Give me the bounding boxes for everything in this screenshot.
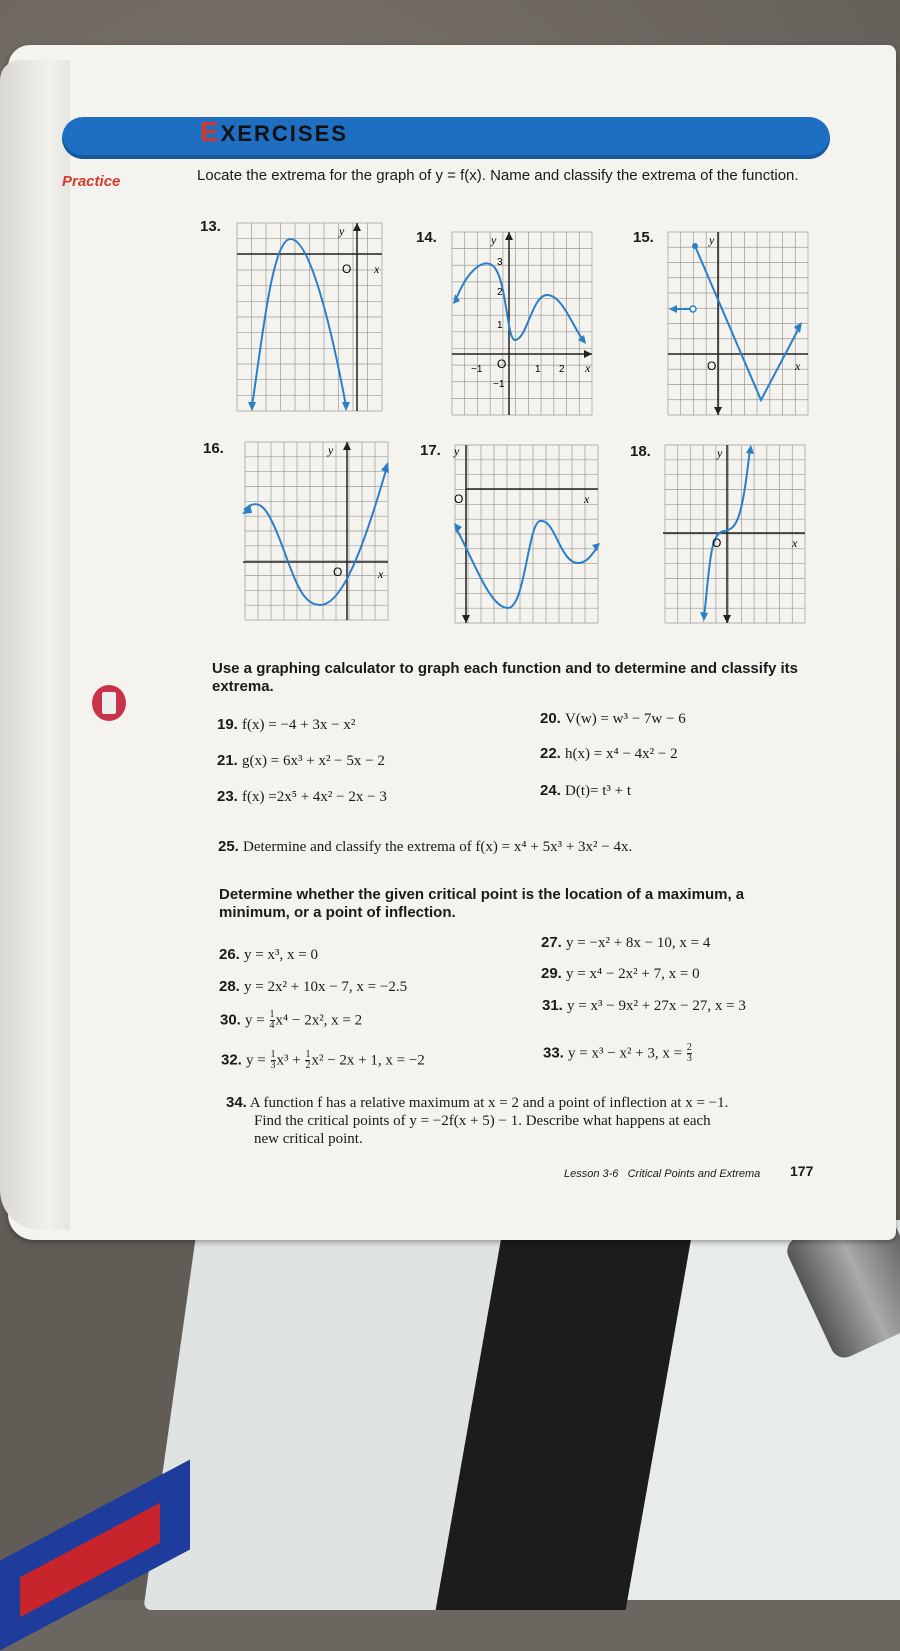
- problem-number: 15.: [633, 229, 654, 246]
- exercises-banner: [62, 117, 830, 159]
- lesson-number: Lesson 3-6: [564, 1168, 619, 1180]
- equation-part: y =: [245, 1012, 269, 1029]
- problem-number: 25.: [218, 838, 239, 855]
- problem-text: f(x) = −4 + 3x − x²: [242, 717, 356, 733]
- problem-26: [219, 946, 318, 964]
- problem-19: [217, 716, 355, 734]
- equation-part: y = x³ − x² + 3, x =: [568, 1045, 686, 1062]
- x-axis-label: x: [374, 262, 380, 276]
- page-edge: [0, 60, 70, 1230]
- problem-25: [218, 838, 818, 856]
- page-number: 177: [790, 1163, 814, 1179]
- origin-label: O: [454, 492, 464, 506]
- problem-number: 24.: [540, 782, 561, 799]
- problem-number: 30.: [220, 1011, 241, 1029]
- x-axis-label: x: [585, 361, 591, 375]
- fraction: [271, 1050, 276, 1071]
- numerator: 1: [270, 1049, 276, 1060]
- problem-28: [219, 978, 407, 996]
- tick-label: 1: [497, 320, 503, 331]
- problem-text: D(t)= t³ + t: [565, 783, 632, 799]
- textbook-page: [8, 45, 896, 1240]
- denominator: 4: [269, 1020, 275, 1031]
- problem-number: 13.: [200, 218, 221, 235]
- x-axis-label: x: [795, 359, 801, 373]
- y-axis-label: y: [717, 446, 723, 460]
- problem-number: 33.: [543, 1044, 564, 1062]
- problem-21: [217, 752, 385, 770]
- problem-27: [541, 934, 710, 952]
- banner-title: [200, 116, 348, 148]
- calculator-instructions: Use a graphing calculator to graph each function and to determine and classify its extrema.: [212, 660, 798, 695]
- denominator: 3: [686, 1053, 692, 1064]
- problem-text: f(x) =2x⁵ + 4x² − 2x − 3: [242, 789, 387, 805]
- graph-18: [660, 443, 810, 628]
- problem-text: Determine and classify the extrema of f(x) = x⁴ + 5x³ + 3x² − 4x.: [243, 839, 633, 855]
- graph-17: [450, 443, 602, 628]
- tick-label: −1: [471, 364, 483, 375]
- graph-instructions: Locate the extrema for the graph of y = f(x). Name and classify the extrema of the function.: [197, 167, 799, 184]
- x-axis-label: x: [378, 567, 384, 581]
- x-axis-label: x: [792, 536, 798, 550]
- tick-label: 2: [559, 364, 565, 375]
- numerator: 1: [269, 1009, 275, 1020]
- problem-23: [217, 788, 387, 806]
- problem-number: 18.: [630, 443, 651, 460]
- tick-label: 2: [497, 287, 503, 298]
- origin-label: O: [333, 565, 343, 579]
- problem-text: y = 2x² + 10x − 7, x = −2.5: [244, 979, 408, 995]
- problem-number: 22.: [540, 745, 561, 762]
- graph-13: [232, 221, 390, 416]
- problem-30: [220, 1010, 362, 1031]
- origin-label: O: [707, 359, 717, 373]
- problem-text: h(x) = x⁴ − 4x² − 2: [565, 746, 678, 762]
- problem-number: 19.: [217, 716, 238, 733]
- problem-number: 16.: [203, 440, 224, 457]
- problem-number: 20.: [540, 710, 561, 727]
- y-axis-label: y: [454, 444, 460, 458]
- problem-number: 23.: [217, 788, 238, 805]
- numerator: 2: [686, 1042, 692, 1053]
- equation-part: x³ +: [276, 1052, 305, 1069]
- problem-text: A function f has a relative maximum at x = 2 and a point of inflection at x = −1.: [249, 1095, 729, 1111]
- problem-20: [540, 710, 686, 728]
- problem-text: y = x³, x = 0: [244, 947, 318, 963]
- problem-text: y = −x² + 8x − 10, x = 4: [566, 935, 711, 951]
- origin-label: O: [712, 536, 722, 550]
- y-axis-label: y: [328, 443, 334, 457]
- problem-number: 14.: [416, 229, 437, 246]
- page-footer: [564, 1168, 760, 1180]
- y-axis-label: y: [709, 233, 715, 247]
- problem-24: [540, 782, 631, 800]
- problem-text: y = x³ − 9x² + 27x − 27, x = 3: [567, 998, 746, 1014]
- graph-14: [447, 230, 597, 420]
- practice-label: Practice: [62, 173, 121, 190]
- problem-text: g(x) = 6x³ + x² − 5x − 2: [242, 753, 385, 769]
- fraction: [687, 1043, 692, 1064]
- y-axis-label: y: [339, 224, 345, 238]
- problem-text: Find the critical points of y = −2f(x + 5) − 1. Describe what happens at each: [254, 1113, 711, 1129]
- calculator-screen-icon: [102, 692, 116, 714]
- banner-title-rest: XERCISES: [220, 121, 348, 146]
- problem-number: 29.: [541, 965, 562, 982]
- problem-number: 21.: [217, 752, 238, 769]
- graph-15: [663, 230, 813, 420]
- lesson-topic: Critical Points and Extrema: [627, 1168, 761, 1180]
- problem-34: [226, 1094, 826, 1148]
- problem-33: [543, 1043, 693, 1064]
- origin-label: O: [497, 357, 507, 371]
- banner-title-initial: E: [200, 116, 221, 147]
- fraction: [270, 1010, 275, 1031]
- tick-label: −1: [493, 379, 505, 390]
- problem-number: 28.: [219, 978, 240, 995]
- problem-number: 17.: [420, 442, 441, 459]
- problem-number: 27.: [541, 934, 562, 951]
- problem-number: 32.: [221, 1051, 242, 1069]
- problem-number: 26.: [219, 946, 240, 963]
- numerator: 1: [305, 1049, 311, 1060]
- problem-29: [541, 965, 700, 983]
- problem-number: 34.: [226, 1094, 247, 1111]
- tick-label: 1: [535, 364, 541, 375]
- fraction: [305, 1050, 310, 1071]
- denominator: 3: [270, 1060, 276, 1071]
- problem-text: y = x⁴ − 2x² + 7, x = 0: [566, 966, 700, 982]
- problem-22: [540, 745, 678, 763]
- equation-part: y =: [246, 1052, 270, 1069]
- origin-label: O: [342, 262, 352, 276]
- equation-part: x⁴ − 2x², x = 2: [275, 1012, 363, 1029]
- denominator: 2: [305, 1060, 311, 1071]
- critical-point-instructions: Determine whether the given critical point is the location of a maximum, a minimum, or a point of inflection.: [219, 886, 745, 921]
- tick-label: 3: [497, 257, 503, 268]
- x-axis-label: x: [584, 492, 590, 506]
- graph-16: [240, 440, 392, 625]
- problem-number: 31.: [542, 997, 563, 1014]
- y-axis-label: y: [491, 233, 497, 247]
- problem-text: V(w) = w³ − 7w − 6: [565, 711, 686, 727]
- equation-part: x² − 2x + 1, x = −2: [311, 1052, 425, 1069]
- problem-31: [542, 997, 746, 1015]
- problem-32: [221, 1050, 425, 1071]
- problem-text: new critical point.: [254, 1131, 363, 1147]
